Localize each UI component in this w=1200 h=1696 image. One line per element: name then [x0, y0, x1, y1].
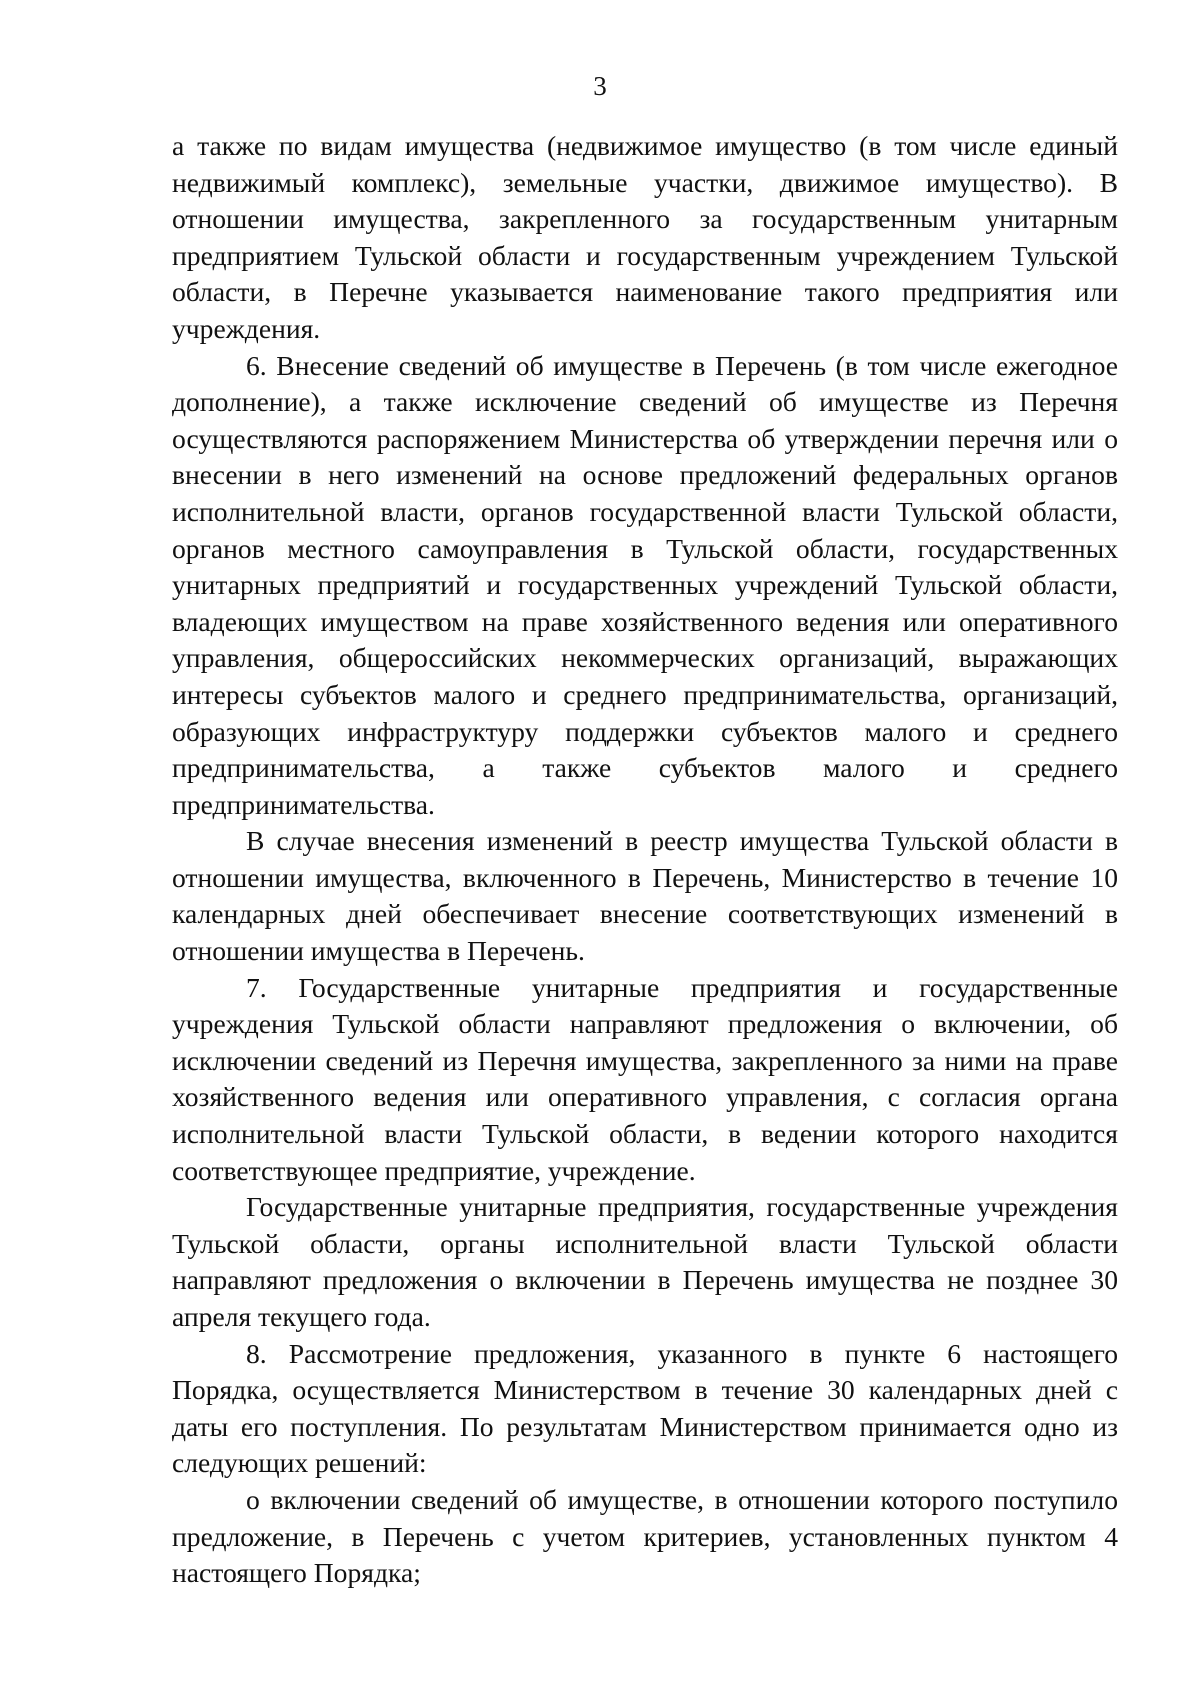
paragraph-registry-changes: В случае внесения изменений в реестр имущества Тульской области в отношении имущества, включенного в Перечень, Министерство в течение 10 календарных дней обеспечивает внесение соответствующих изменений в отношении имущества в Перечень. — [172, 825, 1118, 967]
document-body — [172, 128, 1118, 1592]
paragraph-item-7: 7. Государственные унитарные предприятия и государственные учреждения Тульской области направляют предложения о включении, об исключении сведений из Перечня имущества, закрепленного за ними на праве хозяйственного ведения или оперативного управления, с согласия органа исполнительной власти Тульской области, в ведении которого находится соответствующее предприятие, учреждение. — [172, 971, 1118, 1186]
paragraph-item-8: 8. Рассмотрение предложения, указанного в пункте 6 настоящего Порядка, осуществляется Министерством в течение 30 календарных дней с даты его поступления. По результатам Министерством принимается одно из следующих решений: — [172, 1337, 1118, 1479]
paragraph-item-6: 6. Внесение сведений об имуществе в Перечень (в том числе ежегодное дополнение), а также исключение сведений об имуществе из Перечня осуществляются распоряжением Министерства об утверждении перечня или о внесении в него изменений на основе предложений федеральных органов исполнительной власти, органов государственной власти Тульской области, органов местного самоуправления в Тульской области, государственных унитарных предприятий и государственных учреждений Тульской области, владеющих имуществом на праве хозяйственного ведения или оперативного управления, общероссийских некоммерческих организаций, выражающих интересы субъектов малого и среднего предпринимательства, организаций, образующих инфраструктуру поддержки субъектов малого и среднего предпринимательства, а также субъектов малого и среднего предпринимательства. — [172, 349, 1118, 820]
page-number: 3 — [593, 71, 607, 101]
paragraph-deadline: Государственные унитарные предприятия, государственные учреждения Тульской области, органы исполнительной власти Тульской области направляют предложения о включении в Перечень имущества не позднее 30 апреля текущего года. — [172, 1191, 1118, 1332]
paragraph-continuation: а также по видам имущества (недвижимое имущество (в том числе единый недвижимый комплекс), земельные участки, движимое имущество). В отношении имущества, закрепленного за государственным унитарным предприятием Тульской области и государственным учреждением Тульской области, в Перечне указывается наименование такого предприятия или учреждения. — [172, 130, 1118, 344]
paragraph-decision-include: о включении сведений об имуществе, в отношении которого поступило предложение, в Перечень с учетом критериев, установленных пунктом 4 настоящего Порядка; — [172, 1483, 1118, 1589]
